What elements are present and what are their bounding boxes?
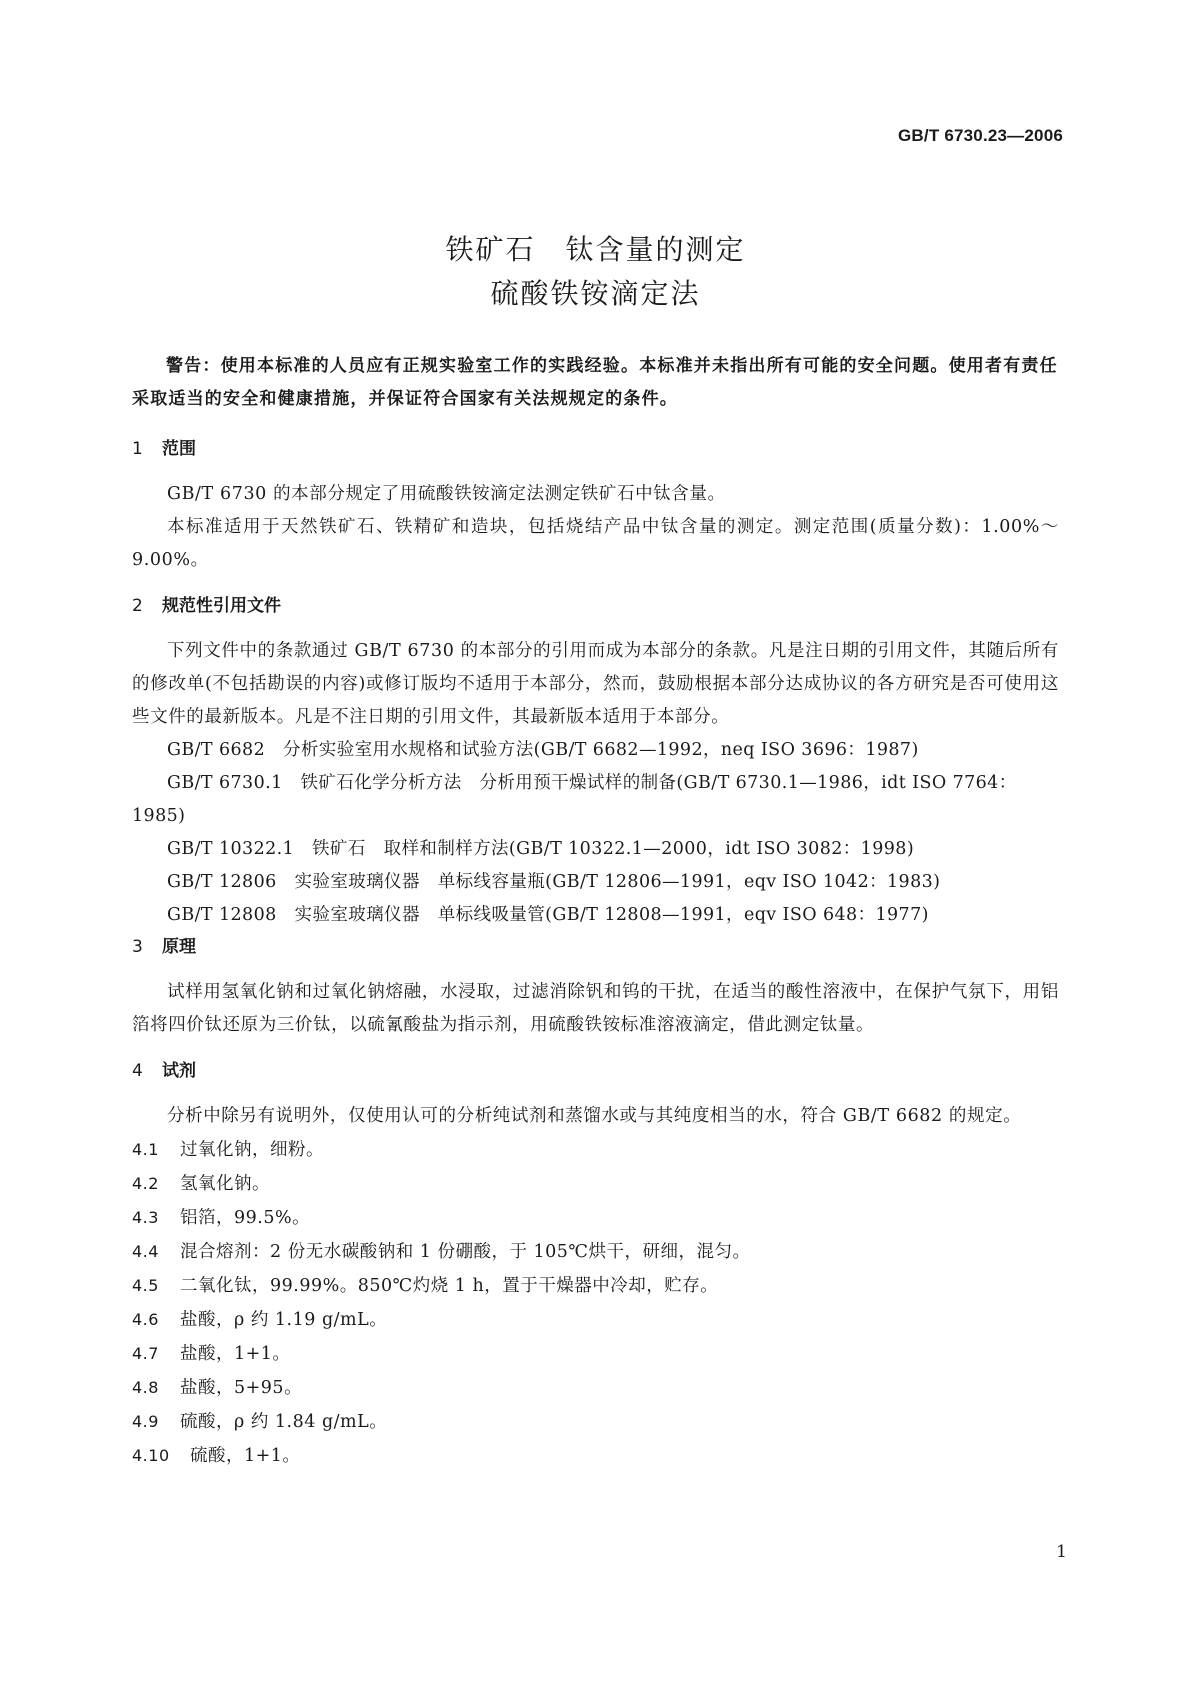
item-number: 4.5: [132, 1276, 159, 1295]
item-text: 混合熔剂：2 份无水碳酸钠和 1 份硼酸，于 105℃烘干，研细，混匀。: [180, 1242, 751, 1262]
reagent-item: [132, 1201, 1059, 1235]
reagent-item: [132, 1371, 1059, 1405]
section-2-paragraph-1: 下列文件中的条款通过 GB/T 6730 的本部分的引用而成为本部分的条款。凡是注日期的引用文件，其随后所有的修改单(不包括勘误的内容)或修订版均不适用于本部分，然而，鼓励根据本部分达成协议的各方研究是否可使用这些文件的最新版本。凡是不注日期的引用文件，其最新版本适用于本部分。: [132, 641, 1059, 727]
section-number: 4: [132, 1061, 143, 1081]
section-4-heading: [132, 1056, 1059, 1086]
section-1-heading: [132, 434, 1059, 464]
item-text: 盐酸，ρ 约 1.19 g/mL。: [180, 1310, 388, 1330]
reference-item: GB/T 10322.1 铁矿石 取样和制样方法(GB/T 10322.1—2000，idt ISO 3082：1998): [167, 839, 915, 859]
section-number: 1: [132, 439, 143, 459]
item-text: 盐酸，1+1。: [180, 1344, 291, 1364]
section-3-heading: [132, 932, 1059, 962]
item-text: 铝箔，99.5%。: [180, 1208, 311, 1228]
reference-item: GB/T 6730.1 铁矿石化学分析方法 分析用预干燥试样的制备(GB/T 6730.1—1986，idt ISO 7764：1985): [132, 773, 1017, 826]
reagent-item: [132, 1235, 1059, 1269]
section-2-heading: [132, 591, 1059, 621]
item-text: 氢氧化钠。: [180, 1174, 270, 1194]
item-number: 4.10: [132, 1446, 170, 1465]
item-text: 盐酸，5+95。: [180, 1378, 303, 1398]
item-number: 4.7: [132, 1344, 159, 1363]
reference-item: GB/T 12806 实验室玻璃仪器 单标线容量瓶(GB/T 12806—1991，eqv ISO 1042：1983): [167, 872, 941, 892]
title-line-1: 铁矿石 钛含量的测定: [445, 233, 746, 266]
reference-item: GB/T 6682 分析实验室用水规格和试验方法(GB/T 6682—1992，neq ISO 3696：1987): [167, 740, 919, 760]
section-1-paragraph-2: 本标准适用于天然铁矿石、铁精矿和造块，包括烧结产品中钛含量的测定。测定范围(质量分数)：1.00%～9.00%。: [132, 517, 1059, 570]
reagent-item: [132, 1439, 1059, 1473]
reagent-item: [132, 1405, 1059, 1439]
item-number: 4.9: [132, 1412, 159, 1431]
item-number: 4.2: [132, 1174, 159, 1193]
item-number: 4.8: [132, 1378, 159, 1397]
reagent-item: [132, 1303, 1059, 1337]
item-number: 4.3: [132, 1208, 159, 1227]
section-title: 试剂: [162, 1061, 196, 1081]
reference-item: GB/T 12808 实验室玻璃仪器 单标线吸量管(GB/T 12808—1991，eqv ISO 648：1977): [167, 905, 929, 925]
item-text: 二氧化钛，99.99%。850℃灼烧 1 h，置于干燥器中冷却，贮存。: [180, 1276, 719, 1296]
section-number: 2: [132, 596, 143, 616]
item-text: 过氧化钠，细粉。: [180, 1140, 324, 1160]
document-body: [132, 350, 1059, 1473]
reagent-item: [132, 1167, 1059, 1201]
section-4-paragraph-1: 分析中除另有说明外，仅使用认可的分析纯试剂和蒸馏水或与其纯度相当的水，符合 GB/T 6682 的规定。: [167, 1106, 1022, 1126]
section-title: 范围: [162, 439, 196, 459]
reagent-item: [132, 1269, 1059, 1303]
item-text: 硫酸，ρ 约 1.84 g/mL。: [180, 1412, 388, 1432]
reagent-item: [132, 1133, 1059, 1167]
section-title: 规范性引用文件: [162, 596, 281, 616]
item-text: 硫酸，1+1。: [190, 1446, 301, 1466]
item-number: 4.4: [132, 1242, 159, 1261]
reagent-item: [132, 1337, 1059, 1371]
item-number: 4.1: [132, 1140, 159, 1159]
item-number: 4.6: [132, 1310, 159, 1329]
section-title: 原理: [162, 937, 196, 957]
section-3-paragraph-1: 试样用氢氧化钠和过氧化钠熔融，水浸取，过滤消除钒和钨的干扰，在适当的酸性溶液中，在保护气氛下，用铝箔将四价钛还原为三价钛，以硫氰酸盐为指示剂，用硫酸铁铵标准溶液滴定，借此测定钛量。: [132, 982, 1059, 1035]
document-title: [0, 228, 1191, 316]
title-line-2: 硫酸铁铵滴定法: [490, 277, 701, 310]
section-1-paragraph-1: GB/T 6730 的本部分规定了用硫酸铁铵滴定法测定铁矿石中钛含量。: [167, 484, 726, 504]
warning-paragraph: 警告：使用本标准的人员应有正规实验室工作的实践经验。本标准并未指出所有可能的安全问题。使用者有责任采取适当的安全和健康措施，并保证符合国家有关法规规定的条件。: [132, 356, 1058, 409]
page-number: 1: [1056, 1542, 1067, 1562]
standard-code: GB/T 6730.23—2006: [898, 126, 1063, 145]
section-number: 3: [132, 937, 143, 957]
